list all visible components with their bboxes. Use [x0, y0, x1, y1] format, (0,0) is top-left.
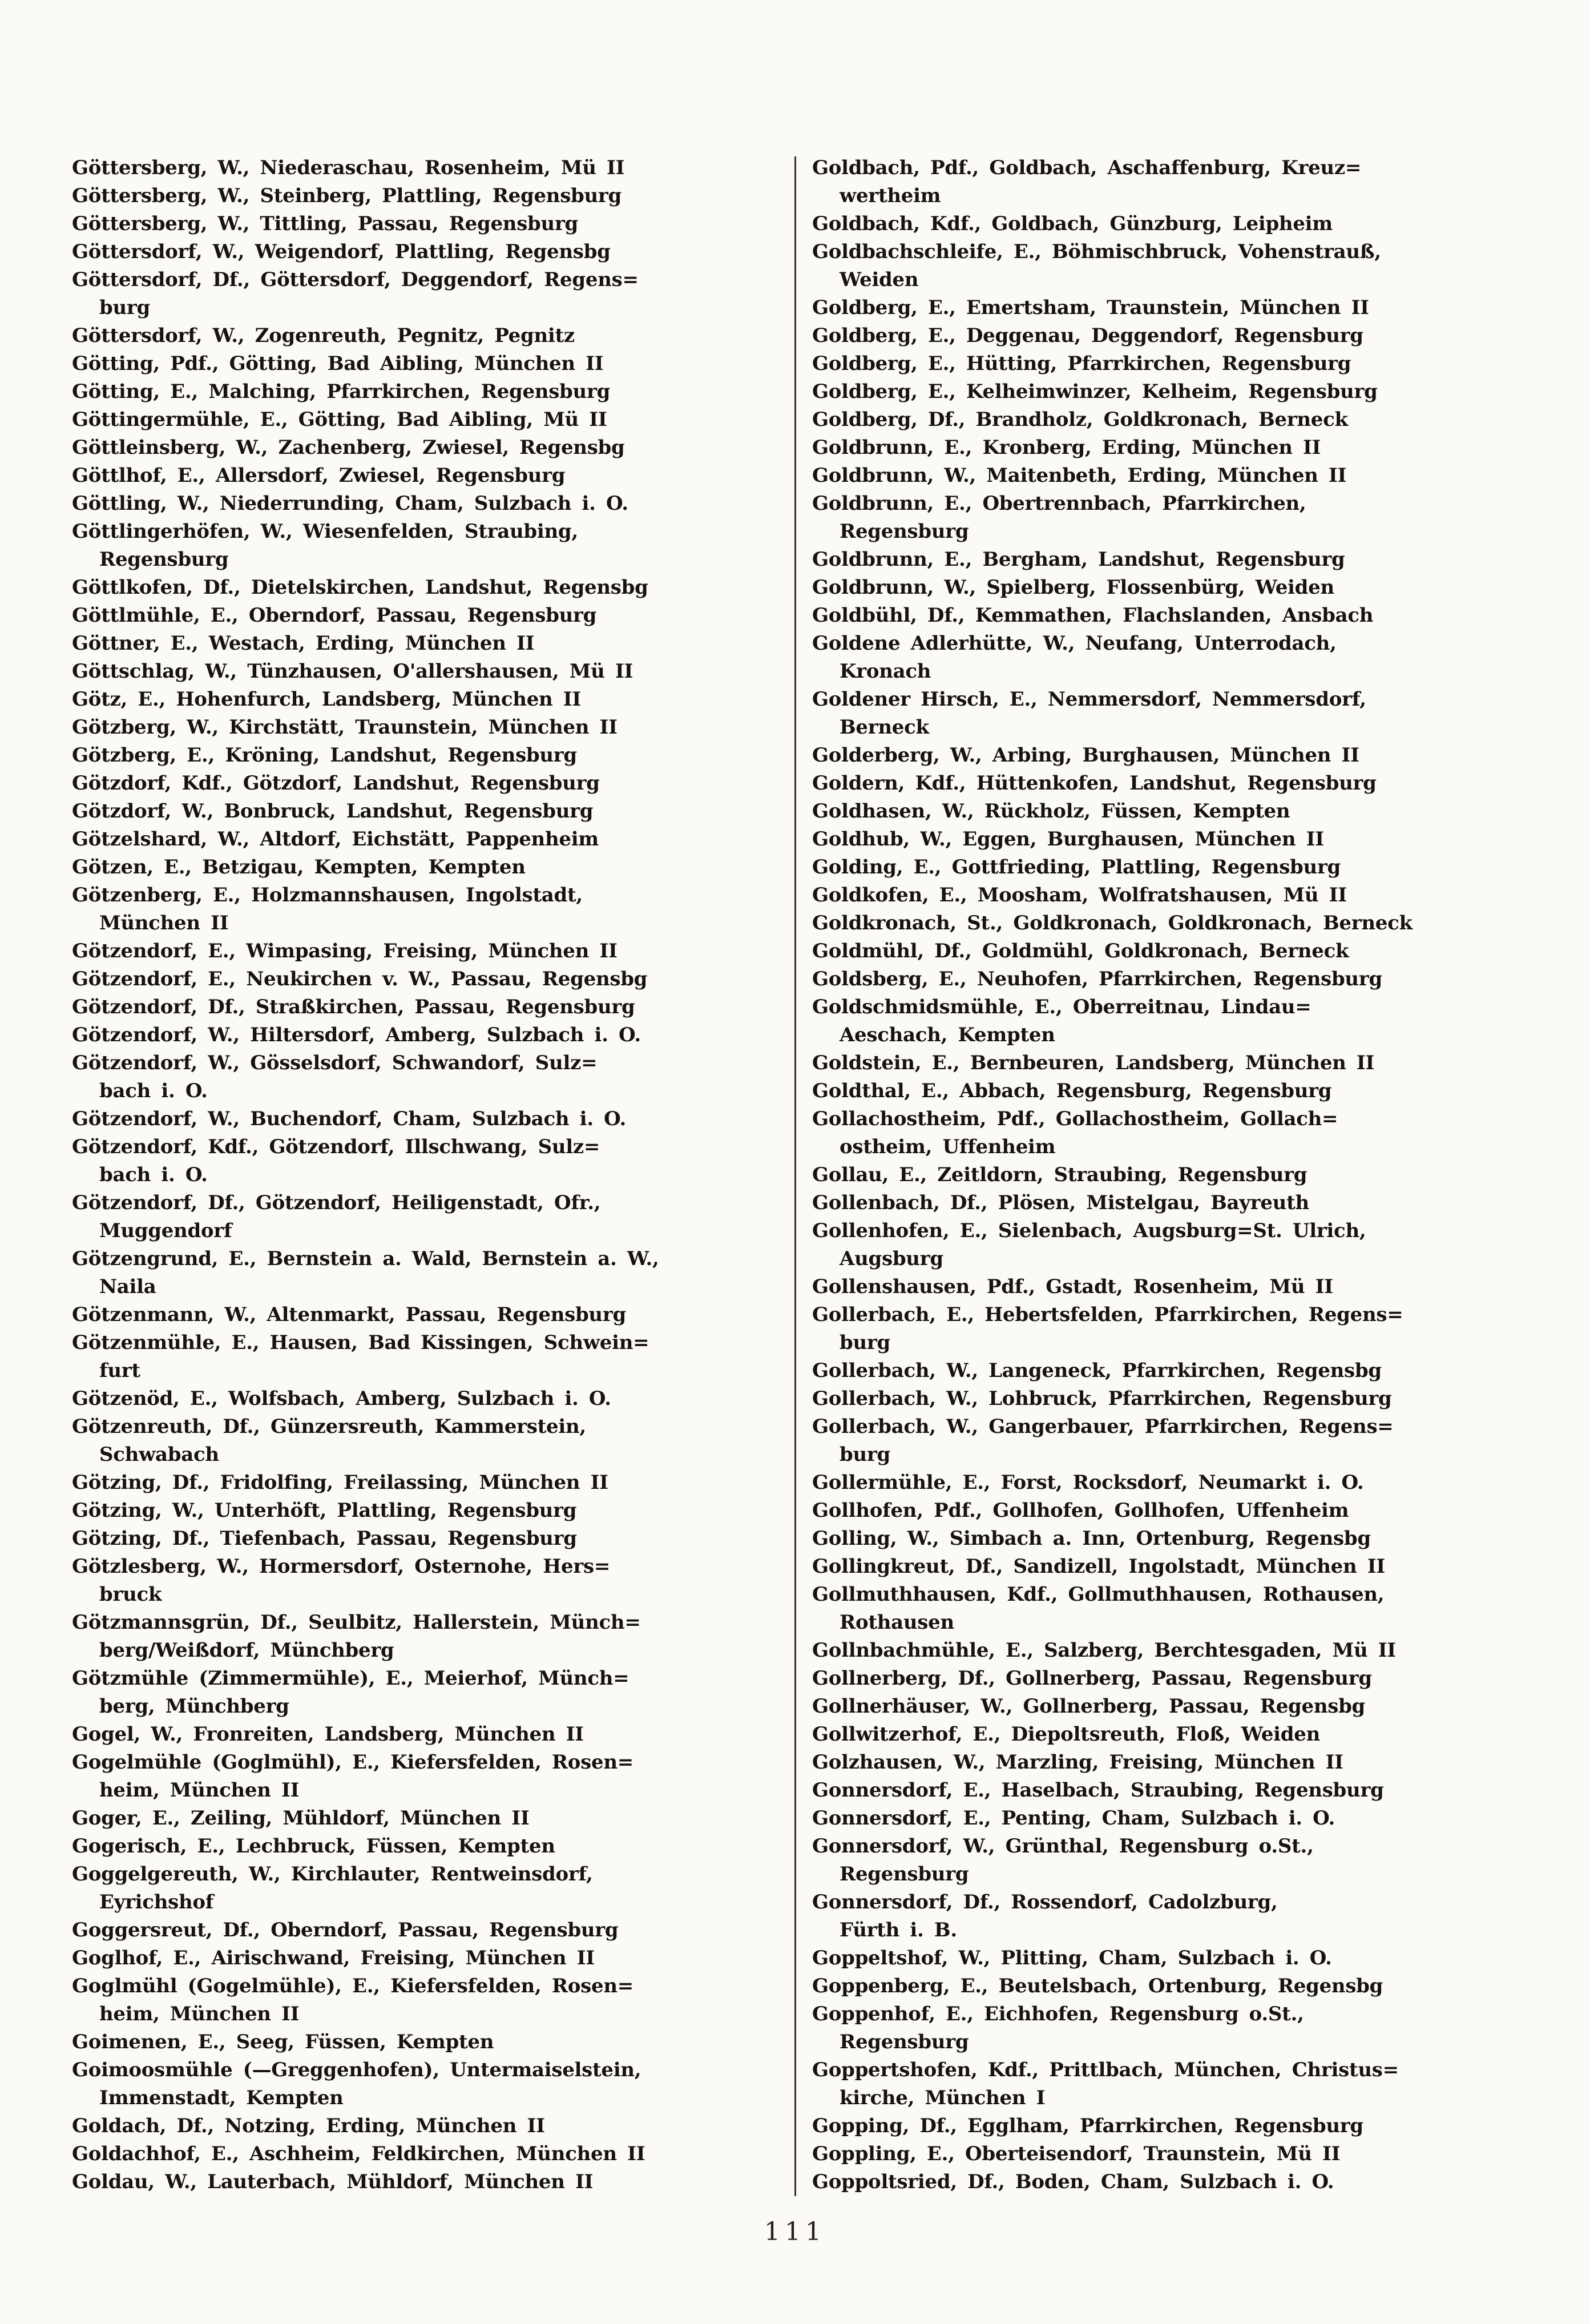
entry-first-line: Götzendorf, E., Neukirchen v. W., Passau, Regensbg	[72, 968, 648, 990]
entry-first-line: Goldbrunn, E., Kronberg, Erding, München II	[812, 436, 1321, 459]
entry-first-line: Göttersberg, W., Niederaschau, Rosenheim, Mü II	[72, 156, 625, 179]
entry-first-line: Goglhof, E., Airischwand, Freising, München II	[72, 1947, 595, 1969]
entry-first-line: Göttlingerhöfen, W., Wiesenfelden, Straubing,	[72, 520, 578, 543]
entry-first-line: Götzing, W., Unterhöft, Plattling, Regensburg	[72, 1499, 577, 1522]
directory-entry	[72, 1189, 778, 1245]
directory-entry	[812, 1161, 1519, 1189]
entry-continuation-line: Rothausen	[840, 1611, 954, 1634]
entry-first-line: Götzlesberg, W., Hormersdorf, Osternohe, Hers=	[72, 1555, 611, 1578]
directory-entry	[812, 1972, 1519, 2000]
entry-first-line: Golding, E., Gottfrieding, Plattling, Regensburg	[812, 856, 1341, 879]
entry-first-line: Gonnersdorf, W., Grünthal, Regensburg o.St.,	[812, 1835, 1314, 1858]
entry-first-line: Götzdorf, Kdf., Götzdorf, Landshut, Regensburg	[72, 772, 600, 795]
directory-entry	[812, 1189, 1519, 1217]
entry-continuation-line: ostheim, Uffenheim	[840, 1135, 1056, 1158]
directory-entry	[72, 2028, 778, 2056]
entry-first-line: Goggelgereuth, W., Kirchlauter, Rentweinsdorf,	[72, 1863, 593, 1886]
directory-entry	[72, 714, 778, 742]
entry-first-line: Götzberg, E., Kröning, Landshut, Regensburg	[72, 744, 577, 767]
entry-first-line: Gollnbachmühle, E., Salzberg, Berchtesgaden, Mü II	[812, 1639, 1396, 1662]
entry-first-line: Gollerbach, W., Lohbruck, Pfarrkirchen, Regensburg	[812, 1387, 1392, 1410]
entry-first-line: Götting, E., Malching, Pfarrkirchen, Regensburg	[72, 380, 611, 403]
directory-entry	[72, 937, 778, 965]
directory-entry	[812, 881, 1519, 909]
entry-first-line: Goldberg, E., Hütting, Pfarrkirchen, Regensburg	[812, 352, 1351, 375]
entry-continuation-line: heim, München II	[99, 2003, 300, 2025]
directory-entry	[812, 1217, 1519, 1273]
directory-entry	[812, 1749, 1519, 1777]
directory-entry	[812, 1553, 1519, 1581]
directory-entry	[812, 1413, 1519, 1469]
entry-continuation-line: Fürth i. B.	[840, 1919, 957, 1942]
entry-first-line: Goimoosmühle (—Greggenhofen), Untermaiselstein,	[72, 2059, 641, 2081]
entry-first-line: Goggersreut, Df., Oberndorf, Passau, Regensburg	[72, 1919, 619, 1942]
entry-first-line: Gollermühle, E., Forst, Rocksdorf, Neumarkt i. O.	[812, 1471, 1364, 1494]
entry-first-line: Götzendorf, W., Gösselsdorf, Schwandorf, Sulz=	[72, 1052, 598, 1074]
directory-entry	[72, 1497, 778, 1525]
directory-entry	[812, 378, 1519, 406]
entry-continuation-line: Immenstadt, Kempten	[99, 2087, 344, 2109]
directory-entry	[72, 1301, 778, 1329]
directory-entry	[812, 1665, 1519, 1693]
entry-continuation-line: München II	[99, 912, 229, 935]
directory-entry	[812, 1385, 1519, 1413]
entry-first-line: Goldschmidsmühle, E., Oberreitnau, Lindau=	[812, 996, 1311, 1018]
entry-continuation-line: Regensburg	[840, 520, 969, 543]
entry-first-line: Götzmannsgrün, Df., Seulbitz, Hallerstein, Münch=	[72, 1611, 641, 1634]
directory-entry	[72, 210, 778, 238]
directory-entry	[812, 1944, 1519, 1972]
directory-entry	[812, 1049, 1519, 1077]
entry-first-line: Göttersdorf, W., Zogenreuth, Pegnitz, Pegnitz	[72, 324, 575, 347]
directory-entry	[72, 490, 778, 518]
entry-first-line: Göttlmühle, E., Oberndorf, Passau, Regensburg	[72, 604, 597, 627]
entry-first-line: Gollerbach, W., Gangerbauer, Pfarrkirchen, Regens=	[812, 1415, 1394, 1438]
entry-first-line: Goldbrunn, W., Maitenbeth, Erding, München II	[812, 464, 1347, 487]
directory-entry	[812, 2112, 1519, 2140]
entry-first-line: Göttling, W., Niederrunding, Cham, Sulzbach i. O.	[72, 492, 628, 515]
entry-first-line: Goglmühl (Gogelmühle), E., Kiefersfelden, Rosen=	[72, 1975, 633, 1997]
directory-entry	[812, 1357, 1519, 1385]
entry-continuation-line: Regensburg	[99, 548, 229, 571]
directory-entry	[72, 406, 778, 434]
directory-entry	[812, 630, 1519, 686]
directory-entry	[812, 406, 1519, 434]
directory-entry	[72, 1944, 778, 1972]
entry-first-line: Goldern, Kdf., Hüttenkofen, Landshut, Regensburg	[812, 772, 1377, 795]
entry-first-line: Goppoltsried, Df., Boden, Cham, Sulzbach i. O.	[812, 2170, 1334, 2193]
directory-entry	[812, 322, 1519, 350]
directory-entry	[72, 742, 778, 770]
directory-entry	[812, 1693, 1519, 1721]
entry-first-line: Goldkofen, E., Moosham, Wolfratshausen, Mü II	[812, 884, 1347, 907]
directory-entry	[72, 1245, 778, 1301]
directory-entry	[72, 1469, 778, 1497]
directory-entry	[72, 1916, 778, 1944]
entry-first-line: Götzen, E., Betzigau, Kempten, Kempten	[72, 856, 526, 879]
entry-first-line: Goppling, E., Oberteisendorf, Traunstein, Mü II	[812, 2142, 1341, 2165]
entry-first-line: Gogerisch, E., Lechbruck, Füssen, Kempten	[72, 1835, 555, 1858]
entry-continuation-line: berg/Weißdorf, Münchberg	[99, 1639, 394, 1662]
directory-entry	[72, 770, 778, 798]
entry-first-line: Goldbachschleife, E., Böhmischbruck, Vohenstrauß,	[812, 240, 1381, 263]
entry-first-line: Gollmuthhausen, Kdf., Gollmuthhausen, Rothausen,	[812, 1583, 1385, 1606]
entry-first-line: Gonnersdorf, E., Haselbach, Straubing, Regensburg	[812, 1779, 1384, 1802]
entry-first-line: Gollenbach, Df., Plösen, Mistelgau, Bayreuth	[812, 1191, 1309, 1214]
entry-continuation-line: Regensburg	[840, 2031, 969, 2053]
directory-entry	[812, 909, 1519, 937]
entry-continuation-line: Weiden	[840, 268, 919, 291]
entry-first-line: Gollenshausen, Pdf., Gstadt, Rosenheim, Mü II	[812, 1275, 1333, 1298]
directory-entry	[812, 2168, 1519, 2196]
entry-first-line: Goldbach, Kdf., Goldbach, Günzburg, Leipheim	[812, 212, 1333, 235]
directory-entry	[812, 1805, 1519, 1832]
directory-entry	[812, 574, 1519, 602]
entry-first-line: Goldbrunn, W., Spielberg, Flossenbürg, Weiden	[812, 576, 1334, 599]
entry-first-line: Goldau, W., Lauterbach, Mühldorf, München II	[72, 2170, 594, 2193]
entry-continuation-line: wertheim	[840, 184, 941, 207]
entry-first-line: Goldberg, Df., Brandholz, Goldkronach, Berneck	[812, 408, 1348, 431]
directory-entry	[72, 378, 778, 406]
entry-continuation-line: Naila	[99, 1275, 156, 1298]
directory-entry	[72, 686, 778, 714]
directory-entry	[72, 630, 778, 658]
directory-entry	[812, 238, 1519, 294]
entry-first-line: Götzenmühle, E., Hausen, Bad Kissingen, Schwein=	[72, 1331, 649, 1354]
directory-entry	[72, 1749, 778, 1805]
page-number: 111	[764, 2217, 826, 2246]
directory-entry	[72, 1832, 778, 1860]
entry-first-line: Goldbrunn, E., Obertrennbach, Pfarrkirchen,	[812, 492, 1306, 515]
entry-first-line: Gollwitzerhof, E., Diepoltsreuth, Floß, Weiden	[812, 1723, 1320, 1746]
entry-first-line: Gollhofen, Pdf., Gollhofen, Gollhofen, Uffenheim	[812, 1499, 1349, 1522]
directory-entry	[812, 1637, 1519, 1665]
directory-entry	[72, 2056, 778, 2112]
entry-continuation-line: bach i. O.	[99, 1080, 208, 1102]
directory-entry	[72, 658, 778, 686]
directory-entry	[812, 350, 1519, 378]
entry-first-line: Gollerbach, W., Langeneck, Pfarrkirchen, Regensbg	[812, 1359, 1382, 1382]
directory-entry	[72, 602, 778, 630]
entry-first-line: Goldbrunn, E., Bergham, Landshut, Regensburg	[812, 548, 1345, 571]
text-column-right	[812, 154, 1519, 2196]
directory-entry	[72, 965, 778, 993]
directory-entry	[812, 825, 1519, 853]
directory-entry	[812, 1525, 1519, 1553]
directory-entry	[812, 770, 1519, 798]
directory-entry	[72, 1721, 778, 1749]
entry-first-line: Goldbach, Pdf., Goldbach, Aschaffenburg, Kreuz=	[812, 156, 1362, 179]
directory-entry	[72, 853, 778, 881]
directory-entry	[812, 1105, 1519, 1161]
entry-first-line: Goldachhof, E., Aschheim, Feldkirchen, München II	[72, 2142, 645, 2165]
entry-first-line: Gonnersdorf, E., Penting, Cham, Sulzbach i. O.	[812, 1807, 1335, 1830]
entry-first-line: Göttersberg, W., Tittling, Passau, Regensburg	[72, 212, 579, 235]
directory-entry	[812, 546, 1519, 574]
entry-continuation-line: Muggendorf	[99, 1219, 232, 1242]
entry-first-line: Götzelshard, W., Altdorf, Eichstätt, Pappenheim	[72, 828, 599, 851]
directory-entry	[812, 937, 1519, 965]
entry-continuation-line: furt	[99, 1359, 140, 1382]
directory-entry	[812, 2140, 1519, 2168]
directory-entry	[72, 182, 778, 210]
entry-continuation-line: Schwabach	[99, 1443, 219, 1466]
directory-entry	[72, 1021, 778, 1049]
directory-columns	[72, 154, 1519, 2196]
entry-first-line: Götzendorf, Kdf., Götzendorf, Illschwang, Sulz=	[72, 1135, 600, 1158]
directory-entry	[72, 350, 778, 378]
entry-first-line: Götzendorf, Df., Straßkirchen, Passau, Regensburg	[72, 996, 635, 1018]
text-column-left	[72, 154, 778, 2196]
entry-continuation-line: burg	[99, 296, 150, 319]
directory-entry	[72, 2168, 778, 2196]
entry-first-line: Golzhausen, W., Marzling, Freising, München II	[812, 1751, 1343, 1774]
directory-entry	[72, 1105, 778, 1133]
directory-entry	[72, 574, 778, 602]
entry-first-line: Götzenreuth, Df., Günzersreuth, Kammerstein,	[72, 1415, 586, 1438]
directory-entry	[72, 434, 778, 462]
entry-first-line: Goldberg, E., Emertsham, Traunstein, München II	[812, 296, 1369, 319]
entry-first-line: Gollau, E., Zeitldorn, Straubing, Regensburg	[812, 1163, 1307, 1186]
entry-first-line: Gogel, W., Fronreiten, Landsberg, München II	[72, 1723, 584, 1746]
entry-continuation-line: berg, Münchberg	[99, 1695, 289, 1718]
entry-first-line: Goppertshofen, Kdf., Prittlbach, München, Christus=	[812, 2059, 1399, 2081]
entry-first-line: Goldbühl, Df., Kemmathen, Flachslanden, Ansbach	[812, 604, 1374, 627]
entry-continuation-line: Aeschach, Kempten	[840, 1024, 1055, 1046]
entry-first-line: Göttleinsberg, W., Zachenberg, Zwiesel, Regensbg	[72, 436, 625, 459]
directory-entry	[72, 2140, 778, 2168]
entry-first-line: Gollingkreut, Df., Sandizell, Ingolstadt, München II	[812, 1555, 1385, 1578]
entry-first-line: Götzberg, W., Kirchstätt, Traunstein, München II	[72, 716, 618, 739]
entry-first-line: Goldene Adlerhütte, W., Neufang, Unterrodach,	[812, 632, 1337, 655]
entry-first-line: Goldthal, E., Abbach, Regensburg, Regensburg	[812, 1080, 1332, 1102]
entry-first-line: Götting, Pdf., Götting, Bad Aibling, München II	[72, 352, 604, 375]
entry-first-line: Götzmühle (Zimmermühle), E., Meierhof, Münch=	[72, 1667, 629, 1690]
directory-entry	[72, 1385, 778, 1413]
directory-entry	[72, 1860, 778, 1916]
entry-first-line: Goldkronach, St., Goldkronach, Goldkronach, Berneck	[812, 912, 1413, 935]
entry-first-line: Gopping, Df., Egglham, Pfarrkirchen, Regensburg	[812, 2114, 1363, 2137]
entry-first-line: Goldstein, E., Bernbeuren, Landsberg, München II	[812, 1052, 1375, 1074]
directory-entry	[812, 1888, 1519, 1944]
entry-first-line: Götzendorf, Df., Götzendorf, Heiligenstadt, Ofr.,	[72, 1191, 601, 1214]
entry-continuation-line: kirche, München I	[840, 2087, 1046, 2109]
entry-first-line: Goldhasen, W., Rückholz, Füssen, Kempten	[812, 800, 1290, 823]
entry-first-line: Göttersdorf, Df., Göttersdorf, Deggendorf, Regens=	[72, 268, 639, 291]
directory-entry	[72, 881, 778, 937]
entry-first-line: Gollachostheim, Pdf., Gollachostheim, Gollach=	[812, 1107, 1338, 1130]
directory-entry	[812, 993, 1519, 1049]
directory-entry	[72, 518, 778, 574]
entry-first-line: Götzing, Df., Tiefenbach, Passau, Regensburg	[72, 1527, 577, 1550]
directory-entry	[72, 1665, 778, 1721]
directory-entry	[72, 322, 778, 350]
directory-entry	[812, 210, 1519, 238]
entry-first-line: Götzdorf, W., Bonbruck, Landshut, Regensburg	[72, 800, 594, 823]
entry-first-line: Götzenmann, W., Altenmarkt, Passau, Regensburg	[72, 1303, 626, 1326]
directory-entry	[812, 2000, 1519, 2056]
entry-first-line: Goldhub, W., Eggen, Burghausen, München II	[812, 828, 1324, 851]
entry-first-line: Golling, W., Simbach a. Inn, Ortenburg, Regensbg	[812, 1527, 1371, 1550]
directory-entry	[812, 1721, 1519, 1749]
directory-entry	[72, 462, 778, 490]
entry-first-line: Göttersdorf, W., Weigendorf, Plattling, Regensbg	[72, 240, 611, 263]
directory-entry	[812, 462, 1519, 490]
directory-entry	[812, 1832, 1519, 1888]
directory-entry	[812, 853, 1519, 881]
directory-entry	[812, 2056, 1519, 2112]
entry-first-line: Götzengrund, E., Bernstein a. Wald, Bernstein a. W.,	[72, 1247, 659, 1270]
entry-first-line: Golderberg, W., Arbing, Burghausen, München II	[812, 744, 1359, 767]
entry-first-line: Göttschlag, W., Tünzhausen, O'allershausen, Mü II	[72, 660, 633, 683]
directory-entry	[812, 1273, 1519, 1301]
entry-first-line: Gollerbach, E., Hebertsfelden, Pfarrkirchen, Regens=	[812, 1303, 1403, 1326]
entry-first-line: Goppenhof, E., Eichhofen, Regensburg o.St.,	[812, 2003, 1304, 2025]
directory-entry	[812, 1777, 1519, 1805]
directory-entry	[72, 825, 778, 853]
entry-first-line: Göttlhof, E., Allersdorf, Zwiesel, Regensburg	[72, 464, 566, 487]
directory-entry	[812, 1581, 1519, 1637]
directory-entry	[812, 1301, 1519, 1357]
directory-entry	[72, 798, 778, 825]
directory-entry	[812, 1469, 1519, 1497]
entry-continuation-line: heim, München II	[99, 1779, 300, 1802]
entry-continuation-line: Augsburg	[840, 1247, 943, 1270]
directory-entry	[72, 266, 778, 322]
entry-first-line: Gollenhofen, E., Sielenbach, Augsburg=St. Ulrich,	[812, 1219, 1366, 1242]
entry-first-line: Goldberg, E., Kelheimwinzer, Kelheim, Regensburg	[812, 380, 1378, 403]
directory-entry	[812, 602, 1519, 630]
entry-first-line: Goppenberg, E., Beutelsbach, Ortenburg, Regensbg	[812, 1975, 1383, 1997]
directory-entry	[812, 1077, 1519, 1105]
entry-first-line: Götzendorf, W., Buchendorf, Cham, Sulzbach i. O.	[72, 1107, 627, 1130]
entry-first-line: Götzing, Df., Fridolfing, Freilassing, München II	[72, 1471, 608, 1494]
directory-entry	[72, 993, 778, 1021]
entry-first-line: Götz, E., Hohenfurch, Landsberg, München II	[72, 688, 581, 711]
directory-entry	[812, 294, 1519, 322]
entry-first-line: Götzenöd, E., Wolfsbach, Amberg, Sulzbach i. O.	[72, 1387, 611, 1410]
directory-entry	[72, 1525, 778, 1553]
entry-continuation-line: burg	[840, 1443, 890, 1466]
entry-first-line: Götzenberg, E., Holzmannshausen, Ingolstadt,	[72, 884, 583, 907]
entry-continuation-line: burg	[840, 1331, 890, 1354]
directory-entry	[812, 742, 1519, 770]
directory-entry	[72, 1609, 778, 1665]
directory-entry	[812, 686, 1519, 742]
directory-entry	[72, 1049, 778, 1105]
directory-entry	[72, 1553, 778, 1609]
directory-entry	[72, 1133, 778, 1189]
directory-entry	[72, 1972, 778, 2028]
entry-first-line: Goldener Hirsch, E., Nemmersdorf, Nemmersdorf,	[812, 688, 1366, 711]
entry-first-line: Götzendorf, W., Hiltersdorf, Amberg, Sulzbach i. O.	[72, 1024, 641, 1046]
entry-continuation-line: Eyrichshof	[99, 1891, 214, 1914]
entry-continuation-line: Berneck	[840, 716, 929, 739]
entry-first-line: Goldsberg, E., Neuhofen, Pfarrkirchen, Regensburg	[812, 968, 1382, 990]
entry-first-line: Goldberg, E., Deggenau, Deggendorf, Regensburg	[812, 324, 1363, 347]
entry-first-line: Götzendorf, E., Wimpasing, Freising, München II	[72, 940, 618, 962]
entry-continuation-line: bach i. O.	[99, 1163, 208, 1186]
entry-first-line: Goldmühl, Df., Goldmühl, Goldkronach, Berneck	[812, 940, 1349, 962]
directory-entry	[812, 434, 1519, 462]
directory-entry	[812, 154, 1519, 210]
entry-first-line: Göttlkofen, Df., Dietelskirchen, Landshut, Regensbg	[72, 576, 648, 599]
entry-first-line: Goppeltshof, W., Plitting, Cham, Sulzbach i. O.	[812, 1947, 1332, 1969]
directory-entry	[812, 1497, 1519, 1525]
directory-entry	[72, 1805, 778, 1832]
directory-entry	[72, 1413, 778, 1469]
column-divider-rule	[794, 156, 796, 2196]
entry-continuation-line: Regensburg	[840, 1863, 969, 1886]
directory-entry	[812, 798, 1519, 825]
directory-entry	[812, 965, 1519, 993]
entry-first-line: Gollnerberg, Df., Gollnerberg, Passau, Regensburg	[812, 1667, 1372, 1690]
directory-entry	[72, 2112, 778, 2140]
directory-entry	[72, 1329, 778, 1385]
entry-continuation-line: Kronach	[840, 660, 931, 683]
entry-first-line: Gonnersdorf, Df., Rossendorf, Cadolzburg,	[812, 1891, 1278, 1914]
entry-first-line: Goldach, Df., Notzing, Erding, München II	[72, 2114, 545, 2137]
entry-first-line: Gollnerhäuser, W., Gollnerberg, Passau, Regensbg	[812, 1695, 1366, 1718]
directory-entry	[812, 490, 1519, 546]
entry-continuation-line: bruck	[99, 1583, 162, 1606]
directory-entry	[72, 238, 778, 266]
entry-first-line: Goimenen, E., Seeg, Füssen, Kempten	[72, 2031, 494, 2053]
entry-first-line: Gogelmühle (Goglmühl), E., Kiefersfelden, Rosen=	[72, 1751, 633, 1774]
entry-first-line: Göttingermühle, E., Götting, Bad Aibling, Mü II	[72, 408, 607, 431]
entry-first-line: Göttner, E., Westach, Erding, München II	[72, 632, 535, 655]
entry-first-line: Goger, E., Zeiling, Mühldorf, München II	[72, 1807, 530, 1830]
directory-entry	[72, 154, 778, 182]
entry-first-line: Göttersberg, W., Steinberg, Plattling, Regensburg	[72, 184, 622, 207]
